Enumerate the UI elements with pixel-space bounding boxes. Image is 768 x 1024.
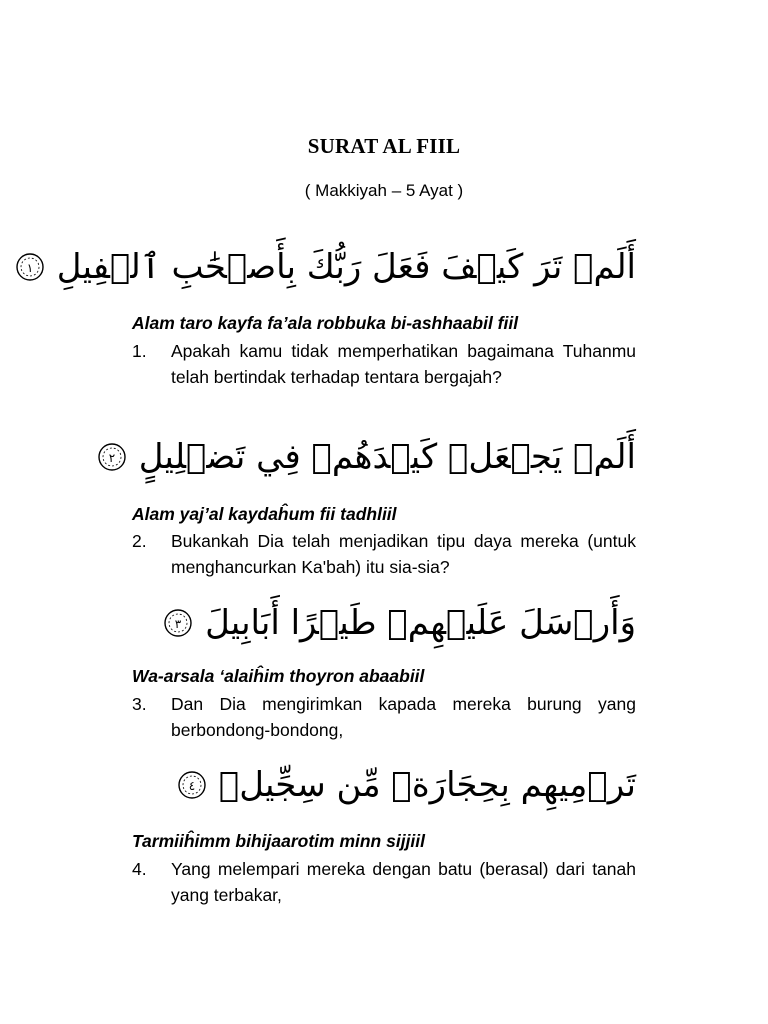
item-number: 2. xyxy=(132,531,147,551)
ayah-number: ٤ xyxy=(188,779,196,793)
translation-item-3 xyxy=(132,691,636,743)
item-number: 3. xyxy=(132,694,147,714)
translation-item-1 xyxy=(132,338,636,390)
page-title: SURAT AL FIIL xyxy=(307,134,461,158)
arabic-verse-2 xyxy=(95,437,636,477)
item-number: 4. xyxy=(132,859,147,879)
translation-item-4 xyxy=(132,856,636,908)
transliteration-3: Wa-arsala ‘alaiĥim thoyron abaabiil xyxy=(132,666,425,686)
arabic-verse-text: وَأَرۡسَلَ عَلَيۡهِمۡ طَيۡرًا أَبَابِيلَ xyxy=(205,603,636,643)
transliteration-2: Alam yaj’al kaydaĥum fii tadhliil xyxy=(132,504,397,524)
ayah-end-marker-icon xyxy=(175,768,209,802)
transliteration-4: Tarmiiĥimm bihijaarotim minn sijjiil xyxy=(132,831,426,851)
arabic-verse-4 xyxy=(175,765,636,805)
arabic-verse-text: أَلَمۡ تَرَ كَيۡفَ فَعَلَ رَبُّكَ بِأَصۡحَٰبِ ٱلۡفِيلِ xyxy=(56,247,636,287)
ayah-end-marker-icon xyxy=(161,606,195,640)
ayah-end-marker-icon xyxy=(95,440,129,474)
arabic-verse-3 xyxy=(161,603,636,643)
translation-text: Yang melempari mereka dengan batu (berasal) dari tanah yang terbakar, xyxy=(171,859,636,905)
translation-item-2 xyxy=(132,528,636,580)
ayah-end-marker-icon xyxy=(13,250,47,284)
translation-text: Bukankah Dia telah menjadikan tipu daya mereka (untuk menghancurkan Ka'bah) itu sia-sia? xyxy=(171,531,636,577)
ayah-number: ١ xyxy=(26,260,34,275)
item-number: 1. xyxy=(132,341,147,361)
page-subtitle: ( Makkiyah – 5 Ayat ) xyxy=(304,181,464,200)
ayah-number: ٢ xyxy=(108,451,115,465)
arabic-verse-text: تَرۡمِيهِم بِحِجَارَةٖ مِّن سِجِّيلٖ xyxy=(218,765,636,805)
transliteration-1: Alam taro kayfa fa’ala robbuka bi-ashhaabil fiil xyxy=(132,313,519,333)
translation-text: Dan Dia mengirimkan kapada mereka burung yang berbondong-bondong, xyxy=(171,694,636,740)
arabic-verse-1 xyxy=(13,246,636,287)
arabic-verse-text: أَلَمۡ يَجۡعَلۡ كَيۡدَهُمۡ فِي تَضۡلِيلٍ xyxy=(138,437,636,477)
translation-text: Apakah kamu tidak memperhatikan bagaimana Tuhanmu telah bertindak terhadap tentara bergajah? xyxy=(171,341,636,387)
ayah-number: ٣ xyxy=(174,617,182,631)
